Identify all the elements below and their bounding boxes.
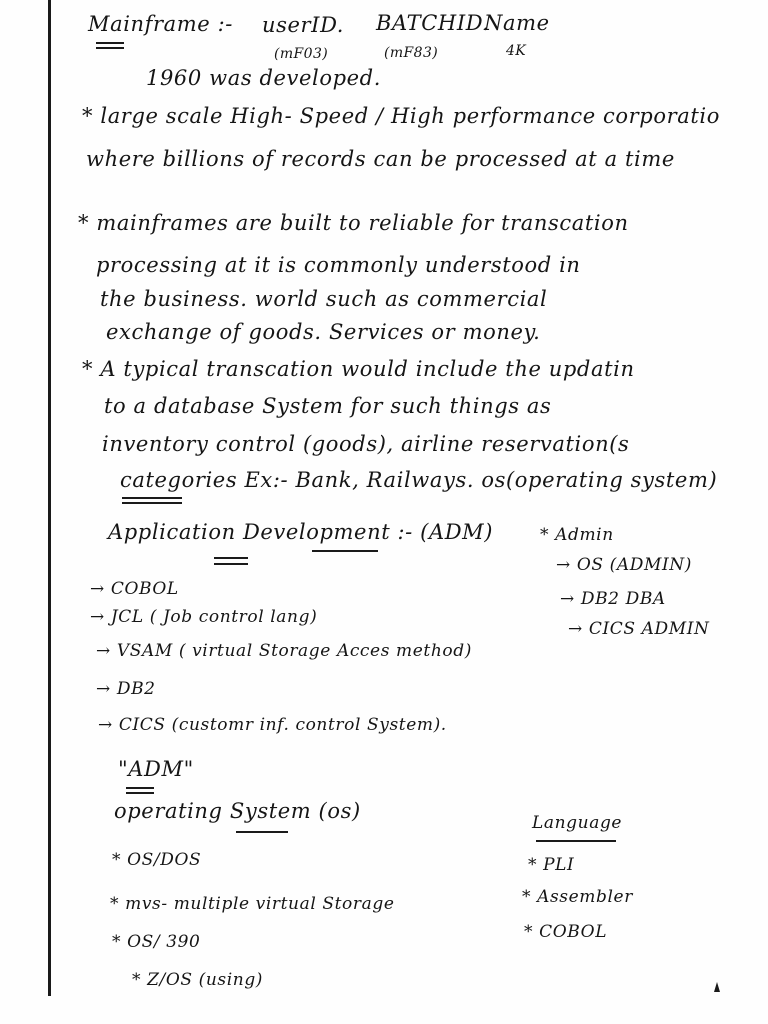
adm-item: → COBOL (90, 579, 179, 599)
adm-item: → VSAM ( virtual Storage Acces method) (96, 641, 472, 661)
admin-item: → OS (ADMIN) (556, 555, 693, 575)
categories-underline (122, 497, 182, 499)
os-heading-underline (236, 831, 288, 833)
adm-item: → DB2 (96, 679, 156, 699)
adm-item: → JCL ( Job control lang) (90, 607, 318, 627)
os-item: * OS/DOS (112, 850, 202, 870)
para1-line: * large scale High- Speed / High performance corporatio (82, 104, 720, 128)
adm-quote-underline (126, 787, 154, 789)
batchid-label: BATCHID. (376, 11, 490, 35)
admin-item: → CICS ADMIN (568, 619, 710, 639)
adm-quote-underline (126, 792, 154, 794)
os-heading: operating System (os) (114, 799, 361, 823)
corner-mark (714, 982, 720, 992)
userid-sub: (mF03) (274, 46, 329, 62)
adm-heading-underline (214, 557, 248, 559)
name-sub: 4K (506, 43, 527, 59)
os-item: * mvs- multiple virtual Storage (110, 894, 395, 914)
language-underline (536, 840, 616, 842)
batchid-sub: (mF83) (384, 45, 439, 61)
language-item: * PLI (528, 855, 575, 875)
developed-line: 1960 was developed. (146, 66, 381, 90)
para2-line: exchange of goods. Services or money. (106, 320, 541, 344)
categories-underline (122, 502, 182, 504)
para2-line: the business. world such as commercial (100, 287, 548, 311)
para2-line: * mainframes are built to reliable for transcation (78, 211, 629, 235)
para3-line: inventory control (goods), airline reservation(s (102, 432, 630, 456)
os-item: * OS/ 390 (112, 932, 201, 952)
para3-line: categories Ex:- Bank, Railways. os(operating system) (120, 468, 718, 492)
development-underline (312, 550, 378, 552)
adm-heading: Application Development :- (ADM) (108, 520, 494, 544)
para2-line: processing at it is commonly understood in (96, 253, 581, 277)
para3-line: to a database System for such things as (104, 394, 552, 418)
language-item: * Assembler (522, 887, 633, 907)
mainframe-title: Mainframe :- (88, 12, 233, 36)
language-item: * COBOL (524, 922, 608, 942)
title-underline (96, 47, 124, 49)
language-heading: Language (532, 813, 623, 833)
name-label: Name (484, 11, 550, 35)
para3-line: * A typical transcation would include the updatin (82, 357, 635, 381)
page-margin-line (48, 0, 51, 996)
os-item: * Z/OS (using) (132, 970, 264, 990)
title-underline (96, 42, 124, 44)
para1-line: where billions of records can be processed at a time (86, 147, 675, 171)
adm-quote: "ADM" (118, 757, 194, 781)
admin-item: → DB2 DBA (560, 589, 666, 609)
adm-heading-underline (214, 563, 248, 565)
userid-label: userID. (262, 13, 345, 37)
admin-heading: * Admin (540, 525, 614, 545)
adm-item: → CICS (customr inf. control System). (98, 715, 447, 735)
